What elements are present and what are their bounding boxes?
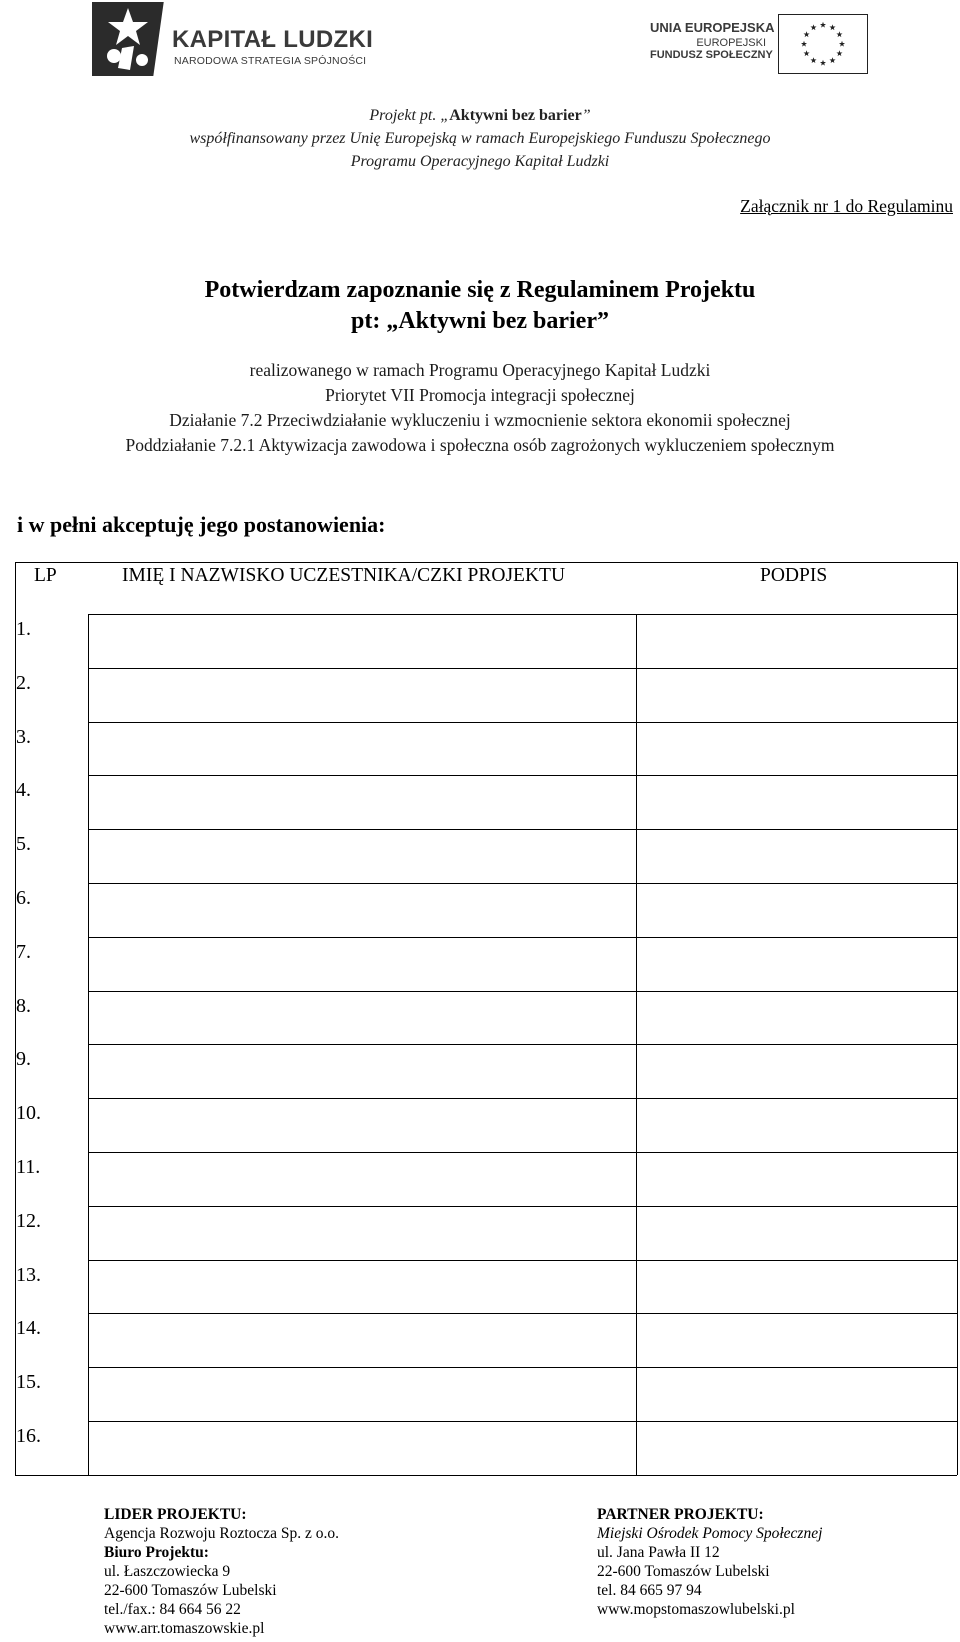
table-rule xyxy=(88,883,957,884)
row-number: 15. xyxy=(16,1371,41,1393)
table-rule xyxy=(88,1152,957,1153)
project-suffix: ” xyxy=(581,107,591,124)
leader-phone: tel./fax.: 84 664 56 22 xyxy=(104,1601,241,1618)
eu-line-social-fund: FUNDUSZ SPOŁECZNY xyxy=(650,49,773,61)
row-number: 12. xyxy=(16,1210,41,1232)
row-number: 16. xyxy=(16,1425,41,1447)
header-signature: PODPIS xyxy=(760,565,828,586)
table-rule xyxy=(88,937,957,938)
table-rule xyxy=(88,1367,957,1368)
header-participant-name: IMIĘ I NAZWISKO UCZESTNIKA/CZKI PROJEKTU xyxy=(122,565,566,586)
row-number: 10. xyxy=(16,1102,41,1124)
acceptance-statement: i w pełni akceptuję jego postanowienia: xyxy=(17,512,386,537)
eu-line-union: UNIA EUROPEJSKA xyxy=(650,20,775,35)
project-prefix: Projekt pt. „ xyxy=(369,107,450,124)
row-number: 1. xyxy=(16,618,31,640)
table-rule xyxy=(88,991,957,992)
partner-org: Miejski Ośrodek Pomocy Społecznej xyxy=(597,1525,823,1542)
description-line: Działanie 7.2 Przeciwdziałanie wykluczeniu i wzmocnienie sektora ekonomii społecznej xyxy=(169,410,791,430)
project-name: Aktywni bez barier xyxy=(449,107,582,124)
leader-heading: LIDER PROJEKTU: xyxy=(104,1506,247,1523)
row-number: 9. xyxy=(16,1048,31,1070)
leader-city: 22-600 Tomaszów Lubelski xyxy=(104,1582,277,1599)
table-rule xyxy=(88,1098,957,1099)
footer-partner xyxy=(597,1505,822,1619)
partner-city: 22-600 Tomaszów Lubelski xyxy=(597,1563,770,1580)
row-number: 3. xyxy=(16,726,31,748)
table-rule xyxy=(88,1313,957,1314)
table-rule xyxy=(88,1044,957,1045)
table-rule xyxy=(88,775,957,776)
table-rule xyxy=(88,1206,957,1207)
eu-logo-text xyxy=(650,20,775,61)
kapital-ludzki-subtitle: NARODOWA STRATEGIA SPÓJNOŚCI xyxy=(174,55,367,67)
row-number: 7. xyxy=(16,941,31,963)
document-title-line1: Potwierdzam zapoznanie się z Regulaminem Projektu xyxy=(204,277,756,303)
table-rule xyxy=(88,614,957,615)
leader-street: ul. Łaszczowiecka 9 xyxy=(104,1563,231,1580)
description-line: Priorytet VII Promocja integracji społecznej xyxy=(325,385,635,405)
row-number: 6. xyxy=(16,887,31,909)
table-rule xyxy=(88,668,957,669)
description-line: realizowanego w ramach Programu Operacyjnego Kapitał Ludzki xyxy=(249,360,711,380)
row-number: 14. xyxy=(16,1317,41,1339)
document-title-line2: pt: „Aktywni bez barier” xyxy=(351,308,609,334)
project-line-title xyxy=(0,107,960,125)
row-number: 4. xyxy=(16,779,31,801)
table-rule xyxy=(15,1475,957,1476)
table-rule xyxy=(88,722,957,723)
partner-web: www.mopstomaszowlubelski.pl xyxy=(597,1601,795,1618)
header-lp: LP xyxy=(34,565,57,586)
row-number: 8. xyxy=(16,995,31,1017)
table-rule xyxy=(88,1421,957,1422)
partner-phone: tel. 84 665 97 94 xyxy=(597,1582,702,1599)
leader-office-heading: Biuro Projektu: xyxy=(104,1544,209,1561)
eu-line-european: EUROPEJSKI xyxy=(696,37,766,49)
leader-org: Agencja Rozwoju Roztocza Sp. z o.o. xyxy=(104,1525,340,1542)
project-line-programme: Programu Operacyjnego Kapitał Ludzki xyxy=(350,153,610,170)
description-line: Poddziałanie 7.2.1 Aktywizacja zawodowa i społeczna osób zagrożonych wykluczeniem społecznym xyxy=(125,435,835,455)
partner-heading: PARTNER PROJEKTU: xyxy=(597,1506,764,1523)
annex-label: Załącznik nr 1 do Regulaminu xyxy=(740,196,953,216)
leader-web: www.arr.tomaszowskie.pl xyxy=(104,1620,265,1637)
table-rule xyxy=(88,1260,957,1261)
table-rule xyxy=(957,562,958,1475)
table-rule xyxy=(88,829,957,830)
partner-street: ul. Jana Pawła II 12 xyxy=(597,1544,720,1561)
row-number: 13. xyxy=(16,1264,41,1286)
footer-leader xyxy=(104,1505,339,1638)
row-number: 2. xyxy=(16,672,31,694)
table-rule xyxy=(15,562,957,563)
row-number: 11. xyxy=(16,1156,41,1178)
eu-flag-icon xyxy=(778,14,868,74)
row-number: 5. xyxy=(16,833,31,855)
project-line-cofinance: współfinansowany przez Unię Europejską w ramach Europejskiego Funduszu Społecznego xyxy=(189,130,771,147)
kapital-ludzki-title: KAPITAŁ LUDZKI xyxy=(172,26,374,53)
